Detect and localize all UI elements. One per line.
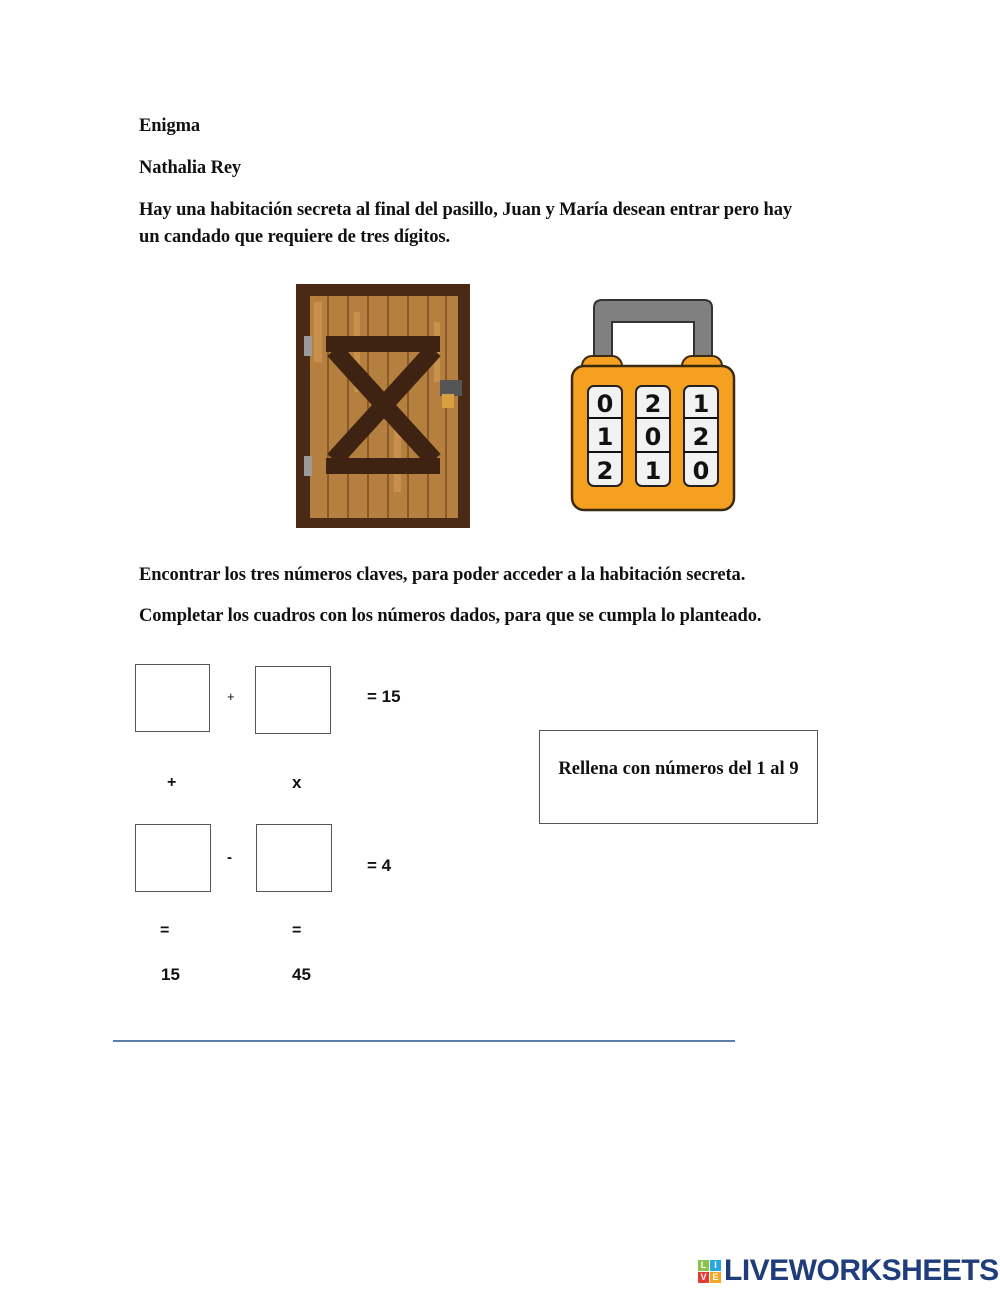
dial-1-digit-1: 0	[596, 390, 614, 418]
door-image	[294, 282, 474, 530]
col2-operator: x	[292, 773, 302, 792]
dial-1-digit-2: 1	[596, 423, 614, 451]
answer-box-top-right[interactable]	[255, 666, 331, 734]
col2-equals: =	[292, 922, 302, 939]
hint-box	[539, 730, 818, 824]
intro-line-1: Hay una habitación secreta al final del pasillo, Juan y María desean entrar pero hay	[139, 200, 793, 220]
logo-tile-i: I	[710, 1260, 721, 1271]
logo-tiles-icon	[698, 1260, 721, 1283]
instruction-2: Completar los cuadros con los números dados, para que se cumpla lo planteado.	[139, 606, 762, 626]
author-name: Nathalia Rey	[139, 158, 242, 178]
dial-2-digit-2: 0	[644, 423, 662, 451]
dial-2-digit-1: 2	[644, 390, 662, 418]
logo-tile-v: V	[698, 1272, 709, 1283]
col1-operator: +	[167, 774, 177, 791]
hint-text: Rellena con números del 1 al 9	[558, 759, 799, 779]
answer-box-top-left[interactable]	[135, 664, 210, 732]
dial-1-digit-3: 2	[596, 457, 614, 485]
row1-result: = 15	[367, 687, 401, 706]
dial-3-digit-2: 2	[692, 423, 710, 451]
answer-box-bottom-left[interactable]	[135, 824, 211, 892]
instruction-1: Encontrar los tres números claves, para poder acceder a la habitación secreta.	[139, 565, 746, 585]
combination-lock-image	[570, 298, 736, 514]
divider-line	[113, 1040, 735, 1042]
col2-result: 45	[292, 965, 311, 984]
logo-tile-l: L	[698, 1260, 709, 1271]
row1-operator: +	[227, 689, 235, 704]
row2-operator: -	[227, 849, 232, 866]
col1-equals: =	[160, 922, 170, 939]
logo-text: LIVEWORKSHEETS	[724, 1254, 999, 1287]
intro-line-2: un candado que requiere de tres dígitos.	[139, 227, 451, 247]
worksheet-title: Enigma	[139, 116, 201, 136]
dial-3-digit-3: 0	[692, 457, 710, 485]
logo-tile-e: E	[710, 1272, 721, 1283]
col1-result: 15	[161, 965, 180, 984]
liveworksheets-logo	[698, 1254, 999, 1288]
dial-3-digit-1: 1	[692, 390, 710, 418]
dial-2-digit-3: 1	[644, 457, 662, 485]
row2-result: = 4	[367, 856, 392, 875]
answer-box-bottom-right[interactable]	[256, 824, 332, 892]
